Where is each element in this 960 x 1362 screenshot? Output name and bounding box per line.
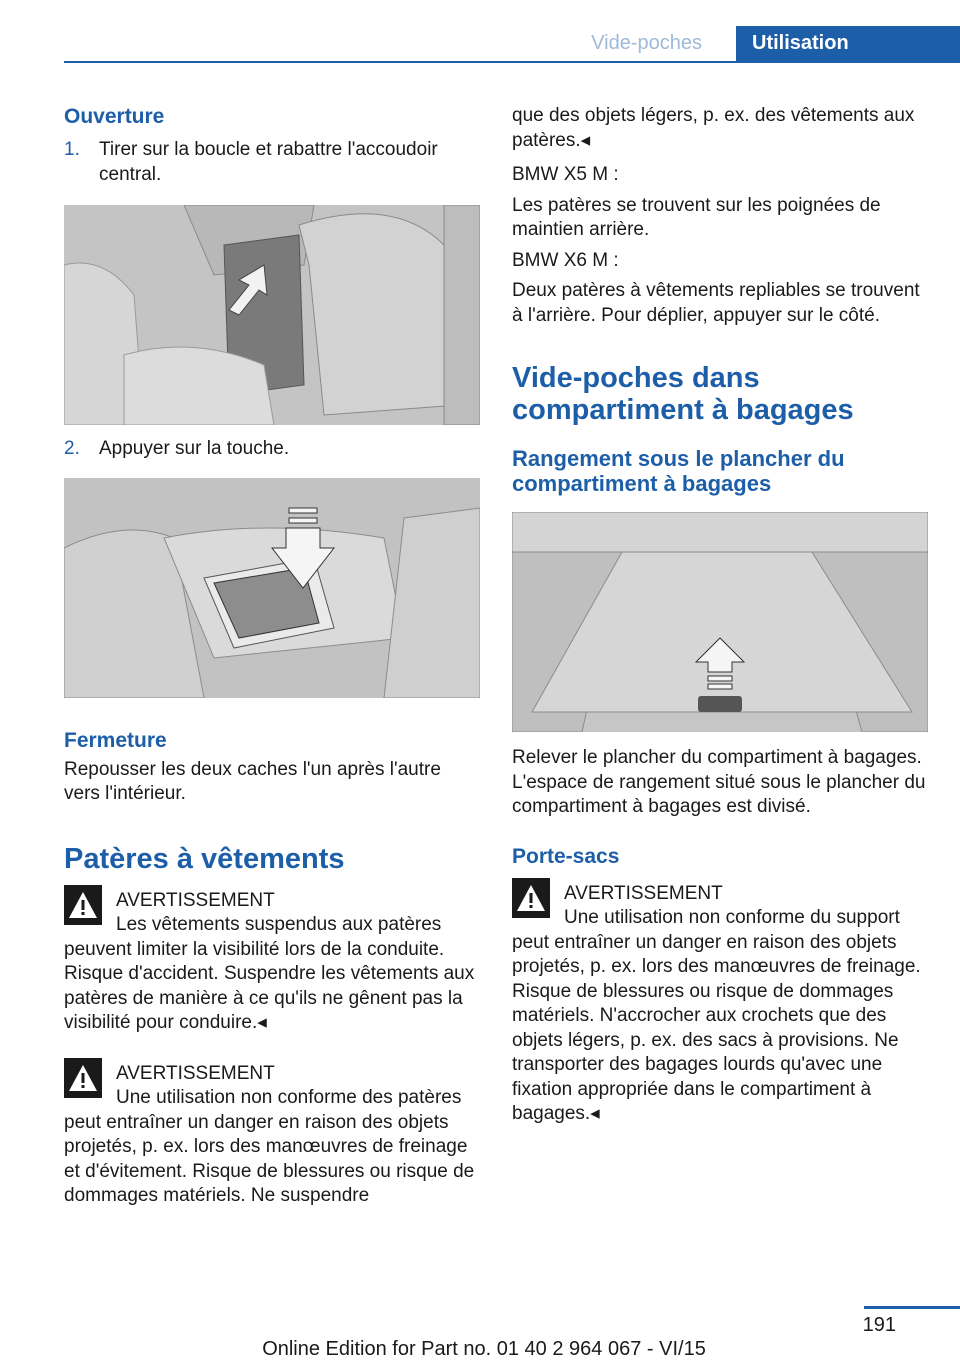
warning-triangle-icon	[64, 1058, 102, 1098]
rangement-heading: Rangement sous le plancher du compartiment à bagages	[512, 446, 845, 496]
compartment-heading: Vide-poches dans compartiment à bagages	[512, 362, 854, 426]
fermeture-heading: Fermeture	[64, 728, 167, 752]
ouverture-heading: Ouverture	[64, 105, 165, 128]
warning-2-text: Une utilisation non conforme des patères peut entraîner un danger en raison des objets projetés, p. ex. lors des manœuvres de freinage et d'évitement. Risque de blessures ou risque de dommages matériels. Ne suspendre	[64, 1087, 475, 1206]
right-column	[512, 100, 928, 1127]
left-column	[64, 100, 480, 1209]
footer-rule	[864, 1306, 960, 1309]
warning-2-title: AVERTISSEMENT	[116, 1062, 275, 1084]
x5-text: Les patères se trouvent sur les poignées de maintien arrière.	[512, 194, 881, 240]
trunk-floor-illustration	[512, 512, 928, 732]
rangement-text: Relever le plancher du compartiment à bagages. L'espace de rangement situé sous le plancher du compartiment à bagages est divisé.	[512, 747, 926, 817]
x6-text: Deux patères à vêtements repliables se trouvent à l'arrière. Pour déplier, appuyer sur le côté.	[512, 280, 920, 326]
header-rule	[64, 61, 960, 63]
step-1-number: 1.	[64, 139, 80, 160]
warning-triangle-icon	[512, 878, 550, 918]
x6-label: BMW X6 M :	[512, 249, 619, 271]
warning-2	[64, 1062, 480, 1087]
porte-sacs-heading: Porte-sacs	[512, 844, 620, 868]
warning-1-text: Les vêtements suspendus aux patères peuvent limiter la visibilité lors de la conduite. Risque d'accident. Suspendre les vêtements aux patères de manière à ce qu'ils ne gênent pas la visibilité pour conduire.◂	[64, 914, 475, 1033]
header-chapter-tab: Utilisation	[736, 26, 960, 61]
step-1-text: Tirer sur la boucle et rabattre l'accoudoir central.	[99, 139, 438, 185]
armrest-illustration	[64, 205, 480, 425]
header-section-tab: Vide-poches	[591, 32, 702, 54]
warning-3	[512, 882, 928, 907]
step-2-number: 2.	[64, 438, 80, 459]
x5-label: BMW X5 M :	[512, 164, 619, 185]
continuation-text: que des objets légers, p. ex. des vêtements aux patères.◂	[512, 105, 915, 151]
fermeture-text: Repousser les deux caches l'un après l'autre vers l'intérieur.	[64, 758, 441, 804]
button-illustration	[64, 478, 480, 698]
warning-3-title: AVERTISSEMENT	[564, 882, 723, 904]
edition-line: Online Edition for Part no. 01 40 2 964 067 - VI/15	[262, 1338, 706, 1360]
warning-3-text: Une utilisation non conforme du support peut entraîner un danger en raison des objets projetés, p. ex. lors des manœuvres de freinage. Risque de blessures ou risque de dommages matériels. N'accrocher aux crochets que des objets légers, p. ex. des sacs à provisions. Ne transporter des bagages lourds qu'avec une fixation appropriée dans le compartiment à bagages.◂	[512, 907, 921, 1124]
warning-1	[64, 889, 480, 914]
warning-triangle-icon	[64, 885, 102, 925]
page-number: 191	[862, 1314, 896, 1336]
warning-1-title: AVERTISSEMENT	[116, 889, 275, 911]
pateres-heading: Patères à vêtements	[64, 842, 345, 875]
step-2-text: Appuyer sur la touche.	[99, 438, 290, 459]
step-1	[64, 138, 480, 187]
step-2	[64, 437, 480, 462]
